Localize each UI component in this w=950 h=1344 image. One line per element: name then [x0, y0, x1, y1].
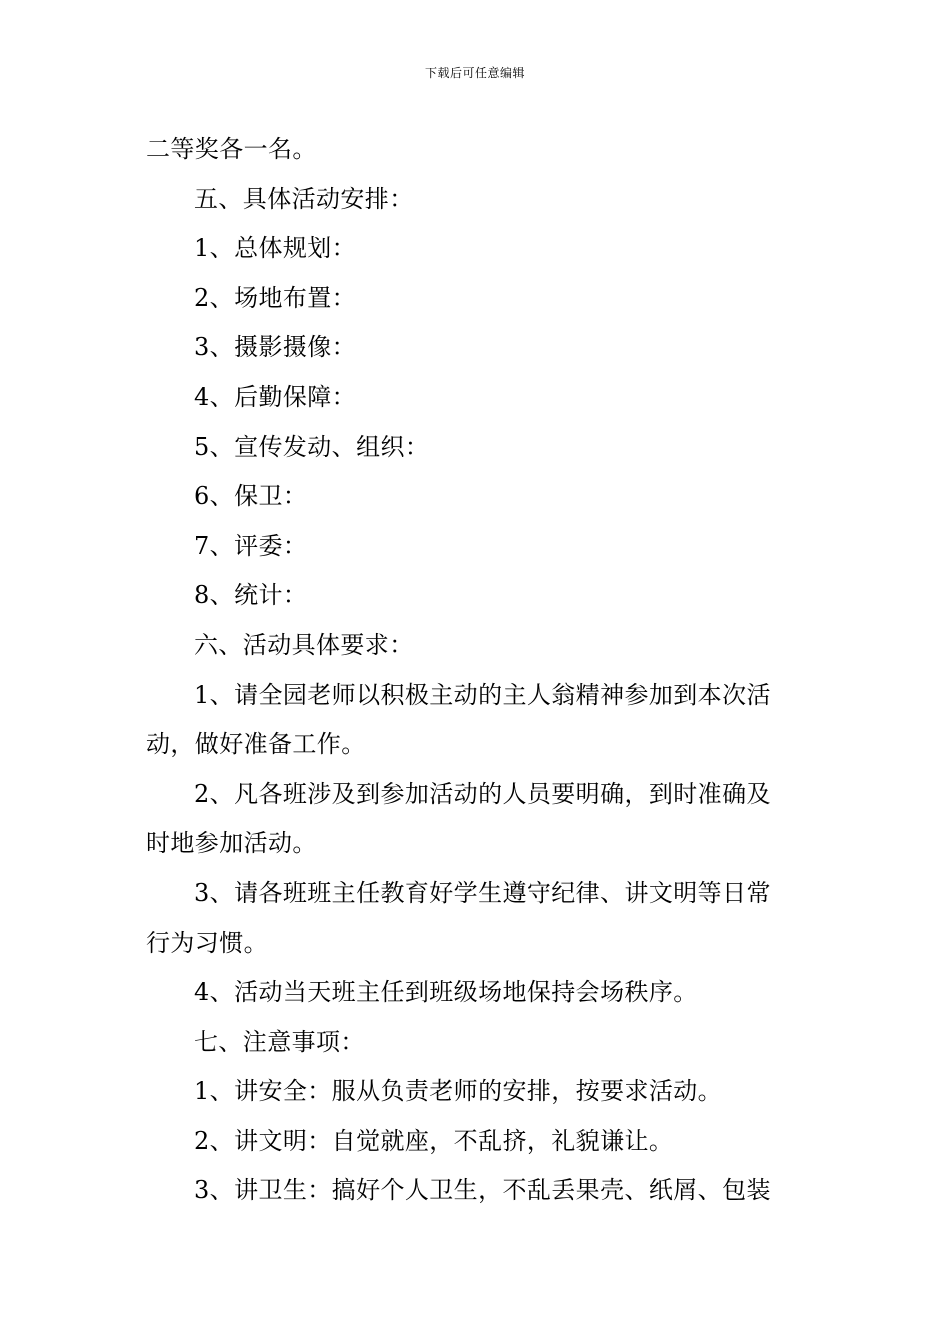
list-item: 1、讲安全：服从负责老师的安排，按要求活动。: [194, 1077, 723, 1106]
section-heading-5: 五、具体活动安排：: [194, 184, 414, 213]
list-item: 2、凡各班涉及到参加活动的人员要明确，到时准确及: [194, 779, 771, 808]
list-item-continuation: 行为习惯。: [146, 928, 268, 957]
list-item: 8、统计：: [194, 581, 308, 610]
list-item-continuation: 时地参加活动。: [146, 829, 317, 858]
section-heading-7: 七、注意事项：: [194, 1027, 365, 1056]
list-item-continuation: 动，做好准备工作。: [146, 730, 366, 759]
text-line: 二等奖各一名。: [146, 135, 317, 163]
list-item: 2、讲文明：自觉就座，不乱挤，礼貌谦让。: [194, 1126, 674, 1155]
list-item: 3、摄影摄像：: [194, 333, 357, 362]
section-heading-6: 六、活动具体要求：: [194, 630, 414, 659]
list-item: 7、评委：: [194, 531, 308, 560]
list-item: 6、保卫：: [194, 482, 308, 511]
list-item: 5、宣传发动、组织：: [194, 432, 430, 461]
list-item: 3、讲卫生：搞好个人卫生，不乱丢果壳、纸屑、包装: [194, 1176, 771, 1205]
list-item: 1、请全园老师以积极主动的主人翁精神参加到本次活: [194, 680, 771, 709]
list-item: 2、场地布置：: [194, 283, 357, 312]
list-item: 4、活动当天班主任到班级场地保持会场秩序。: [194, 978, 698, 1007]
list-item: 1、总体规划：: [194, 234, 357, 263]
list-item: 3、请各班班主任教育好学生遵守纪律、讲文明等日常: [194, 878, 771, 907]
list-item: 4、后勤保障：: [194, 382, 357, 411]
page-header-note: 下载后可任意编辑: [424, 66, 525, 80]
document-body: [146, 125, 808, 1216]
